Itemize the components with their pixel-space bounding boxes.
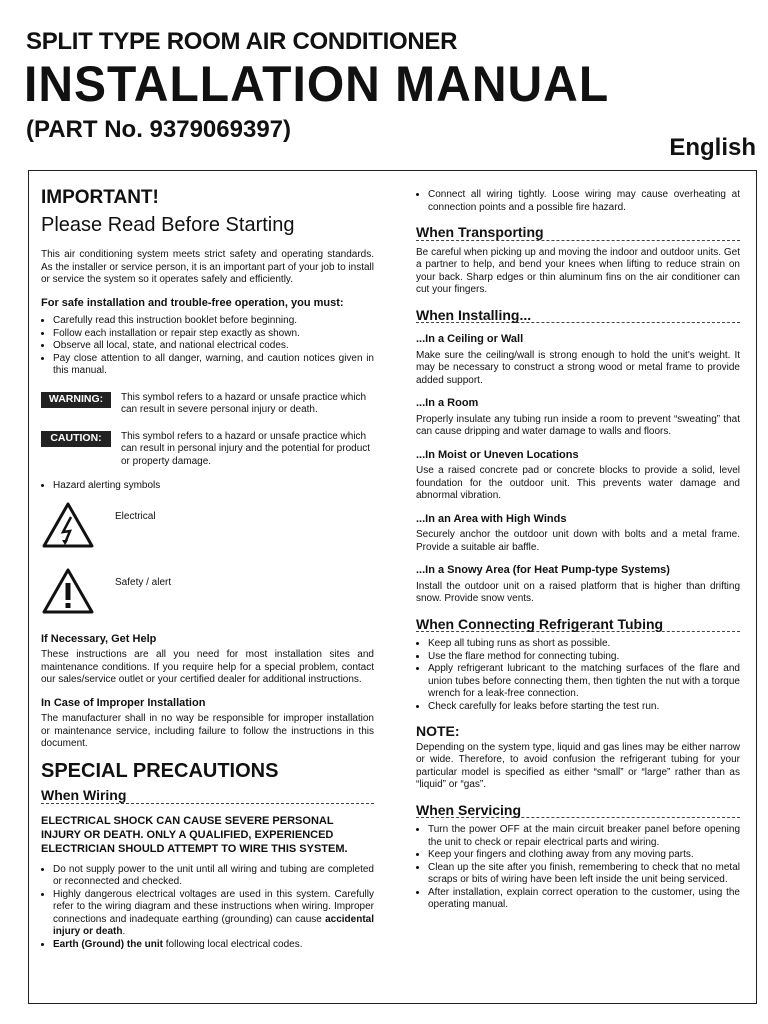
- list-item: • Keep all tubing runs as short as possible.: [428, 638, 740, 651]
- hazard-list: [41, 480, 374, 493]
- list-item: • Carefully read this instruction booklet before beginning.: [53, 315, 374, 328]
- refrigerant-heading: When Connecting Refrigerant Tubing: [416, 618, 740, 633]
- transporting-paragraph: Be careful when picking up and moving the indoor and outdoor units. Get a partner to help, and bend your knees when lifting to reduce strain on your back. Sharp edges or thin aluminum fins on the air conditioner can cut your fingers.: [416, 246, 740, 295]
- list-item: • Turn the power OFF at the main circuit breaker panel before opening the unit to check or repair electrical parts and wiring.: [428, 824, 740, 849]
- wiring-emphasis: accidental injury or death: [53, 913, 374, 937]
- snow-paragraph: Install the outdoor unit on a raised platform that is higher than drifting snow. Provide snow vents.: [416, 580, 740, 604]
- improper-paragraph: The manufacturer shall in no way be responsible for improper installation or maintenance service, including failure to follow the instructions in this document.: [41, 713, 374, 749]
- safety-label: Safety / alert: [115, 576, 172, 588]
- content-frame: [28, 170, 757, 1004]
- language-label: English: [669, 134, 756, 161]
- transporting-heading: When Transporting: [416, 226, 740, 241]
- snow-heading: ...In a Snowy Area (for Heat Pump-type Systems): [416, 564, 670, 576]
- part-number: (PART No. 9379069397): [26, 116, 292, 143]
- left-column: [41, 171, 374, 959]
- wiring-list: [41, 864, 374, 952]
- hazard-symbols-label: • Hazard alerting symbols: [53, 480, 374, 493]
- list-item: • Apply refrigerant lubricant to the matching surfaces of the flare and union tubes before connecting them, then tighten the nut with a torque wrench for a leak-free connection.: [428, 663, 740, 701]
- wiring-text: Highly dangerous electrical voltages are used in this system. Carefully refer to the wiring diagram and these instructions when wiring. Improper connections and inadequate earthing (grounding) can cause: [53, 888, 374, 925]
- warning-notice: [41, 392, 374, 417]
- installing-heading: When Installing...: [416, 309, 740, 324]
- right-column: [416, 171, 740, 920]
- list-item: [53, 889, 374, 939]
- connect-list: [416, 189, 740, 214]
- read-before-heading: Please Read Before Starting: [41, 214, 295, 236]
- wind-heading: ...In an Area with High Winds: [416, 512, 567, 525]
- caution-text: This symbol refers to a hazard or unsafe practice which can result in personal injury and the potential for product or property damage.: [121, 430, 371, 467]
- wiring-heading: When Wiring: [41, 789, 374, 804]
- safety-symbol-row: [41, 567, 374, 619]
- important-heading: IMPORTANT!: [41, 187, 159, 208]
- help-heading: If Necessary, Get Help: [41, 632, 157, 645]
- list-item: • Clean up the site after you finish, remembering to check that no metal scraps or bits of wiring have been left inside the unit being serviced.: [428, 862, 740, 887]
- ceiling-paragraph: Make sure the ceiling/wall is strong enough to hold the unit's weight. It may be necessary to construct a strong wood or metal frame to provide added support.: [416, 349, 740, 386]
- help-paragraph: These instructions are all you need for most installation sites and maintenance conditions. If you require help for a special problem, contact our sales/service outlet or your certified dealer for additional instructions.: [41, 649, 374, 685]
- wiring-warning: ELECTRICAL SHOCK CAN CAUSE SEVERE PERSONAL INJURY OR DEATH. ONLY A QUALIFIED, EXPERIENCED ELECTRICIAN SHOULD ATTEMPT TO WIRE THIS SYSTEM.: [41, 814, 348, 855]
- electrical-hazard-icon: [41, 501, 95, 549]
- document-subtitle: SPLIT TYPE ROOM AIR CONDITIONER: [26, 28, 458, 55]
- list-item: • Pay close attention to all danger, warning, and caution notices given in this manual.: [53, 353, 374, 378]
- must-list: [41, 315, 374, 378]
- room-heading: ...In a Room: [416, 397, 479, 409]
- caution-tag: CAUTION:: [41, 431, 111, 447]
- wiring-text-end: .: [122, 926, 126, 937]
- intro-paragraph: This air conditioning system meets strict safety and operating standards. As the installer or service person, it is an important part of your job to install or service the system so it operates safely and efficiently.: [41, 249, 374, 285]
- list-item: • Check carefully for leaks before starting the test run.: [428, 701, 740, 714]
- list-item: • Use the flare method for connecting tubing.: [428, 651, 740, 664]
- electrical-symbol-row: [41, 501, 374, 553]
- ceiling-heading: ...In a Ceiling or Wall: [416, 333, 524, 345]
- list-item: • Observe all local, state, and national electrical codes.: [53, 340, 374, 353]
- safe-lead: For safe installation and trouble-free operation, you must:: [41, 296, 344, 309]
- note-heading: NOTE:: [416, 723, 460, 739]
- document-title: INSTALLATION MANUAL: [24, 57, 610, 113]
- list-item: • After installation, explain correct operation to the customer, using the operating manual.: [428, 887, 740, 912]
- refrigerant-list: [416, 638, 740, 713]
- servicing-heading: When Servicing: [416, 804, 740, 819]
- servicing-list: [416, 824, 740, 912]
- list-item: • Keep your fingers and clothing away from any moving parts.: [428, 849, 740, 862]
- wind-paragraph: Securely anchor the outdoor unit down with bolts and a metal frame. Provide a suitable air baffle.: [416, 529, 740, 553]
- room-paragraph: Properly insulate any tubing run inside a room to prevent “sweating” that can cause dripping and water damage to walls and floors.: [416, 413, 740, 437]
- moist-heading: ...In Moist or Uneven Locations: [416, 448, 579, 461]
- safety-alert-icon: [41, 567, 95, 615]
- list-item: • Do not supply power to the unit until all wiring and tubing are completed or reconnected and checked.: [53, 864, 374, 889]
- special-precautions-heading: SPECIAL PRECAUTIONS: [41, 759, 279, 782]
- moist-paragraph: Use a raised concrete pad or concrete blocks to provide a solid, level foundation for the outdoor unit. This prevents water damage and abnormal vibration.: [416, 465, 740, 501]
- list-item: [53, 939, 374, 952]
- caution-notice: [41, 431, 374, 469]
- earth-text: following local electrical codes.: [163, 938, 303, 950]
- improper-heading: In Case of Improper Installation: [41, 696, 206, 709]
- earth-emphasis: Earth (Ground) the unit: [53, 938, 163, 950]
- list-item: • Follow each installation or repair step exactly as shown.: [53, 328, 374, 341]
- electrical-label: Electrical: [115, 510, 156, 522]
- warning-tag: WARNING:: [41, 392, 111, 408]
- warning-text: This symbol refers to a hazard or unsafe practice which can result in severe personal injury or death.: [121, 391, 367, 415]
- list-item: • Connect all wiring tightly. Loose wiring may cause overheating at connection points and a possible fire hazard.: [428, 189, 740, 214]
- note-paragraph: Depending on the system type, liquid and gas lines may be either narrow or wide. Therefore, to avoid confusion the refrigerant tubing for your particular model is specified as either “small” or “large” rather than as “liquid” or “gas”.: [416, 741, 740, 790]
